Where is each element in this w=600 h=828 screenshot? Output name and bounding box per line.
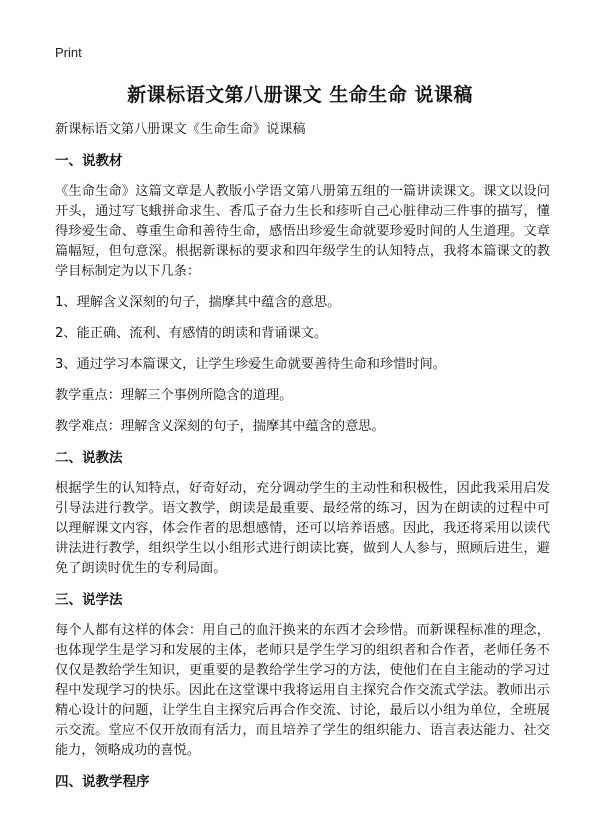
section-heading-teaching-procedure: 四、说教学程序 [55, 774, 150, 790]
paragraph: 3、通过学习本篇课文，让学生珍爱生命就要善待生命和珍惜时间。 [55, 357, 446, 372]
paragraph: 教学重点：理解三个事例所隐含的道理。 [55, 388, 293, 403]
paragraph: 1、理解含义深刻的句子，揣摩其中蕴含的意思。 [55, 295, 341, 310]
paragraph: 根据学生的认知特点，好奇好动，充分调动学生的主动性和积极性，因此我采用启发引导法进行教学。语文教学，朗读是最重要、最经常的练习，因为在朗读的过程中可以理解课文内容，体会作者的思想感情，还可以培养语感。因此，我还将采用以读代讲法进行教学，组织学生以小组形式进行朗读比赛，做到人人参与，照顾后进生，避免了朗读时优生的专利局面。 [55, 481, 550, 576]
paragraph: 每个人都有这样的体会：用自己的血汗换来的东西才会珍惜。而新课程标准的理念，也体现学生是学习和发展的主体，老师只是学生学习的组织者和合作者，老师任务不仅仅是教给学生知识，更重要的是教给学生学习的方法，使他们在自主能动的学习过程中发现学习的快乐。因此在这堂课中我将运用自主探究合作交流式学法。教师出示精心设计的问题，让学生自主探究后再合作交流、讨论，最后以小组为单位，全班展示交流。堂应不仅开放而有活力，而且培养了学生的组织能力、语言表达能力、社交能力，领略成功的喜悦。 [55, 623, 550, 758]
paragraph: 教学难点：理解含义深刻的句子，揣摩其中蕴含的意思。 [55, 419, 385, 434]
document-title: 新课标语文第八册课文 生命生命 说课稿 [127, 84, 473, 106]
document-body [55, 120, 550, 803]
print-link[interactable]: Print [55, 45, 82, 60]
section-heading-learning-method: 三、说学法 [55, 592, 123, 608]
section-heading-teaching-method: 二、说教法 [55, 450, 123, 466]
document-subtitle: 新课标语文第八册课文《生命生命》说课稿 [55, 122, 306, 137]
paragraph: 《生命生命》这篇文章是人教版小学语文第八册第五组的一篇讲读课文。课文以设问开头，通过写飞蛾拼命求生、香瓜子奋力生长和疹听自己心脏律动三件事的描写，懂得珍爱生命、尊重生命和善待生命，感悟出珍爱生命就要珍爱时间的人生道理。文章篇幅短，但句意深。根据新课标的要求和四年级学生的认知特点，我将本篇课文的教学目标制定为以下几条： [55, 184, 550, 279]
section-heading-teaching-material: 一、说教材 [55, 153, 123, 169]
paragraph: 2、能正确、流利、有感情的朗读和背诵课文。 [55, 326, 328, 341]
